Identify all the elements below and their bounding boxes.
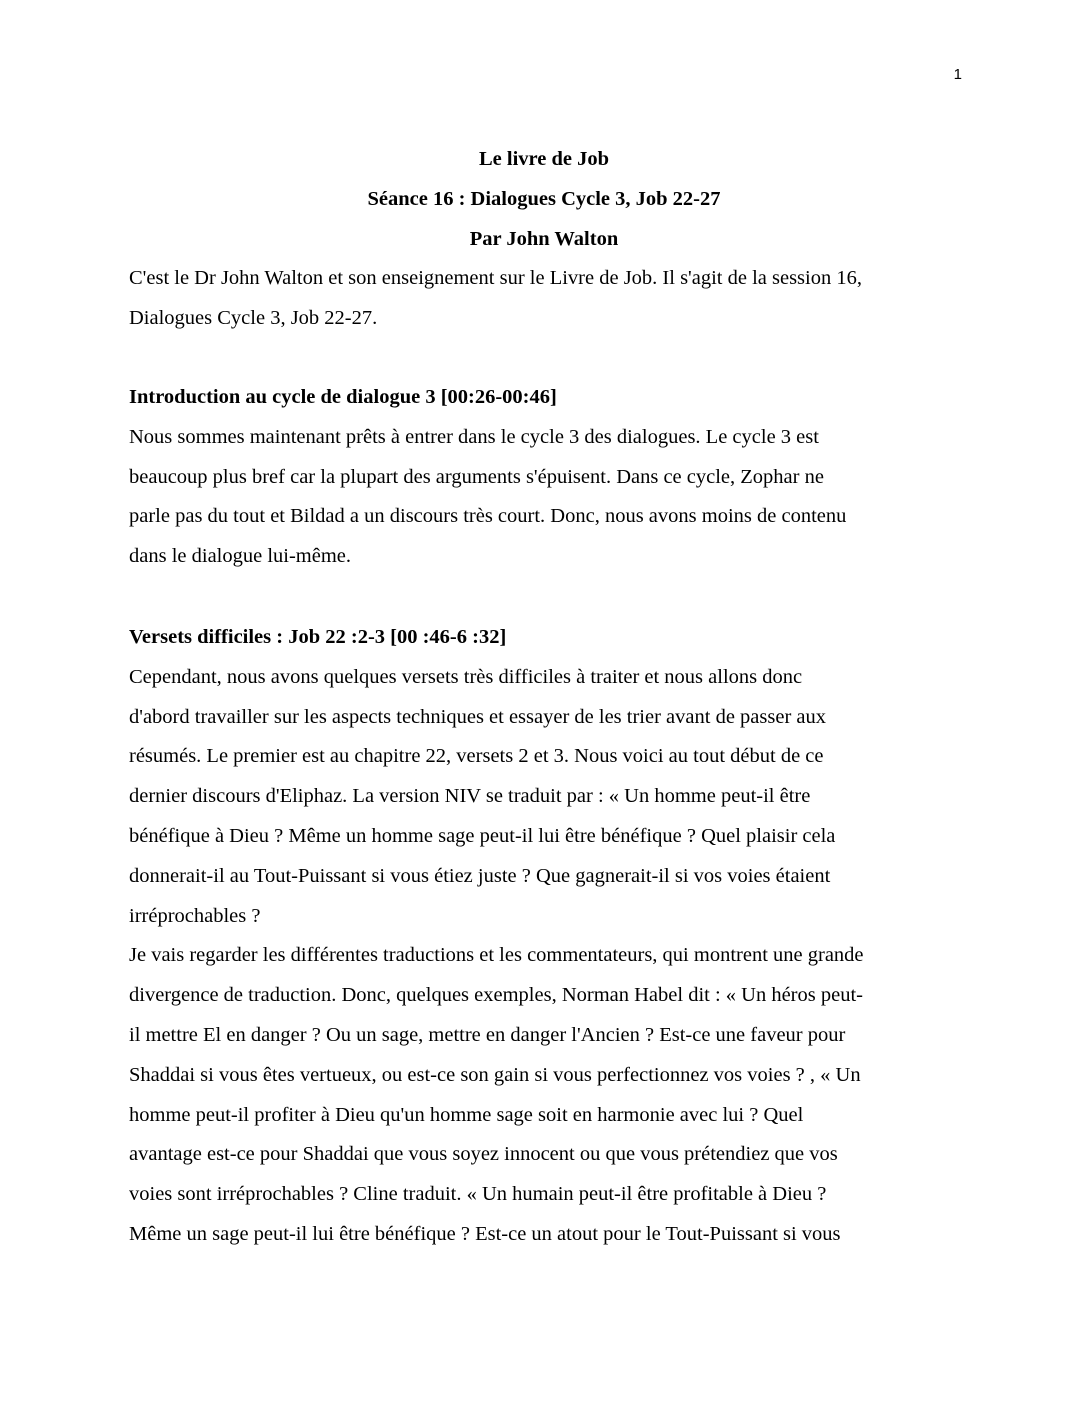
section-introduction	[129, 378, 989, 577]
text-line: Dialogues Cycle 3, Job 22-27.	[129, 306, 378, 329]
text-line: irréprochables ?	[129, 904, 261, 927]
section-difficult-verses	[129, 618, 989, 1255]
text-line: Shaddai si vous êtes vertueux, ou est-ce son gain si vous perfectionnez vos voies ? , « Un	[129, 1063, 861, 1086]
intro-paragraph	[129, 259, 989, 339]
text-line: Cependant, nous avons quelques versets très difficiles à traiter et nous allons donc	[129, 665, 803, 688]
page-number: 1	[953, 66, 962, 83]
section-heading: Introduction au cycle de dialogue 3 [00:26-00:46]	[129, 386, 557, 408]
text-line: C'est le Dr John Walton et son enseignement sur le Livre de Job. Il s'agit de la session 16,	[129, 267, 862, 289]
author-line: Par John Walton	[469, 228, 619, 250]
text-line: Je vais regarder les différentes traductions et les commentateurs, qui montrent une grande	[129, 944, 864, 967]
text-line: parle pas du tout et Bildad a un discours très court. Donc, nous avons moins de contenu	[129, 505, 847, 528]
text-line: homme peut-il profiter à Dieu qu'un homme sage soit en harmonie avec lui ? Quel	[129, 1103, 804, 1126]
text-line: il mettre El en danger ? Ou un sage, mettre en danger l'Ancien ? Est-ce une faveur pour	[129, 1023, 846, 1046]
text-line: résumés. Le premier est au chapitre 22, versets 2 et 3. Nous voici au tout début de ce	[129, 745, 824, 768]
session-subtitle: Séance 16 : Dialogues Cycle 3, Job 22-27	[367, 188, 721, 210]
document-title: Le livre de Job	[478, 148, 610, 170]
text-line: dans le dialogue lui-même.	[129, 545, 352, 568]
text-line: voies sont irréprochables ? Cline traduit. « Un humain peut-il être profitable à Dieu ?	[129, 1183, 827, 1206]
text-line: divergence de traduction. Donc, quelques exemples, Norman Habel dit : « Un héros peut-	[129, 984, 863, 1007]
text-line: Même un sage peut-il lui être bénéfique ? Est-ce un atout pour le Tout-Puissant si vous	[129, 1222, 841, 1245]
section-heading: Versets difficiles : Job 22 :2-3 [00 :46-6 :32]	[129, 626, 507, 648]
text-line: avantage est-ce pour Shaddai que vous soyez innocent ou que vous prétendiez que vos	[129, 1143, 838, 1166]
text-line: bénéfique à Dieu ? Même un homme sage peut-il lui être bénéfique ? Quel plaisir cela	[129, 824, 836, 847]
text-line: dernier discours d'Eliphaz. La version NIV se traduit par : « Un homme peut-il être	[129, 785, 811, 808]
text-line: donnerait-il au Tout-Puissant si vous étiez juste ? Que gagnerait-il si vos voies étaient	[129, 864, 831, 887]
text-line: Nous sommes maintenant prêts à entrer dans le cycle 3 des dialogues. Le cycle 3 est	[129, 425, 819, 448]
text-line: beaucoup plus bref car la plupart des arguments s'épuisent. Dans ce cycle, Zophar ne	[129, 465, 824, 488]
text-line: d'abord travailler sur les aspects techniques et essayer de les trier avant de passer aux	[129, 705, 826, 728]
